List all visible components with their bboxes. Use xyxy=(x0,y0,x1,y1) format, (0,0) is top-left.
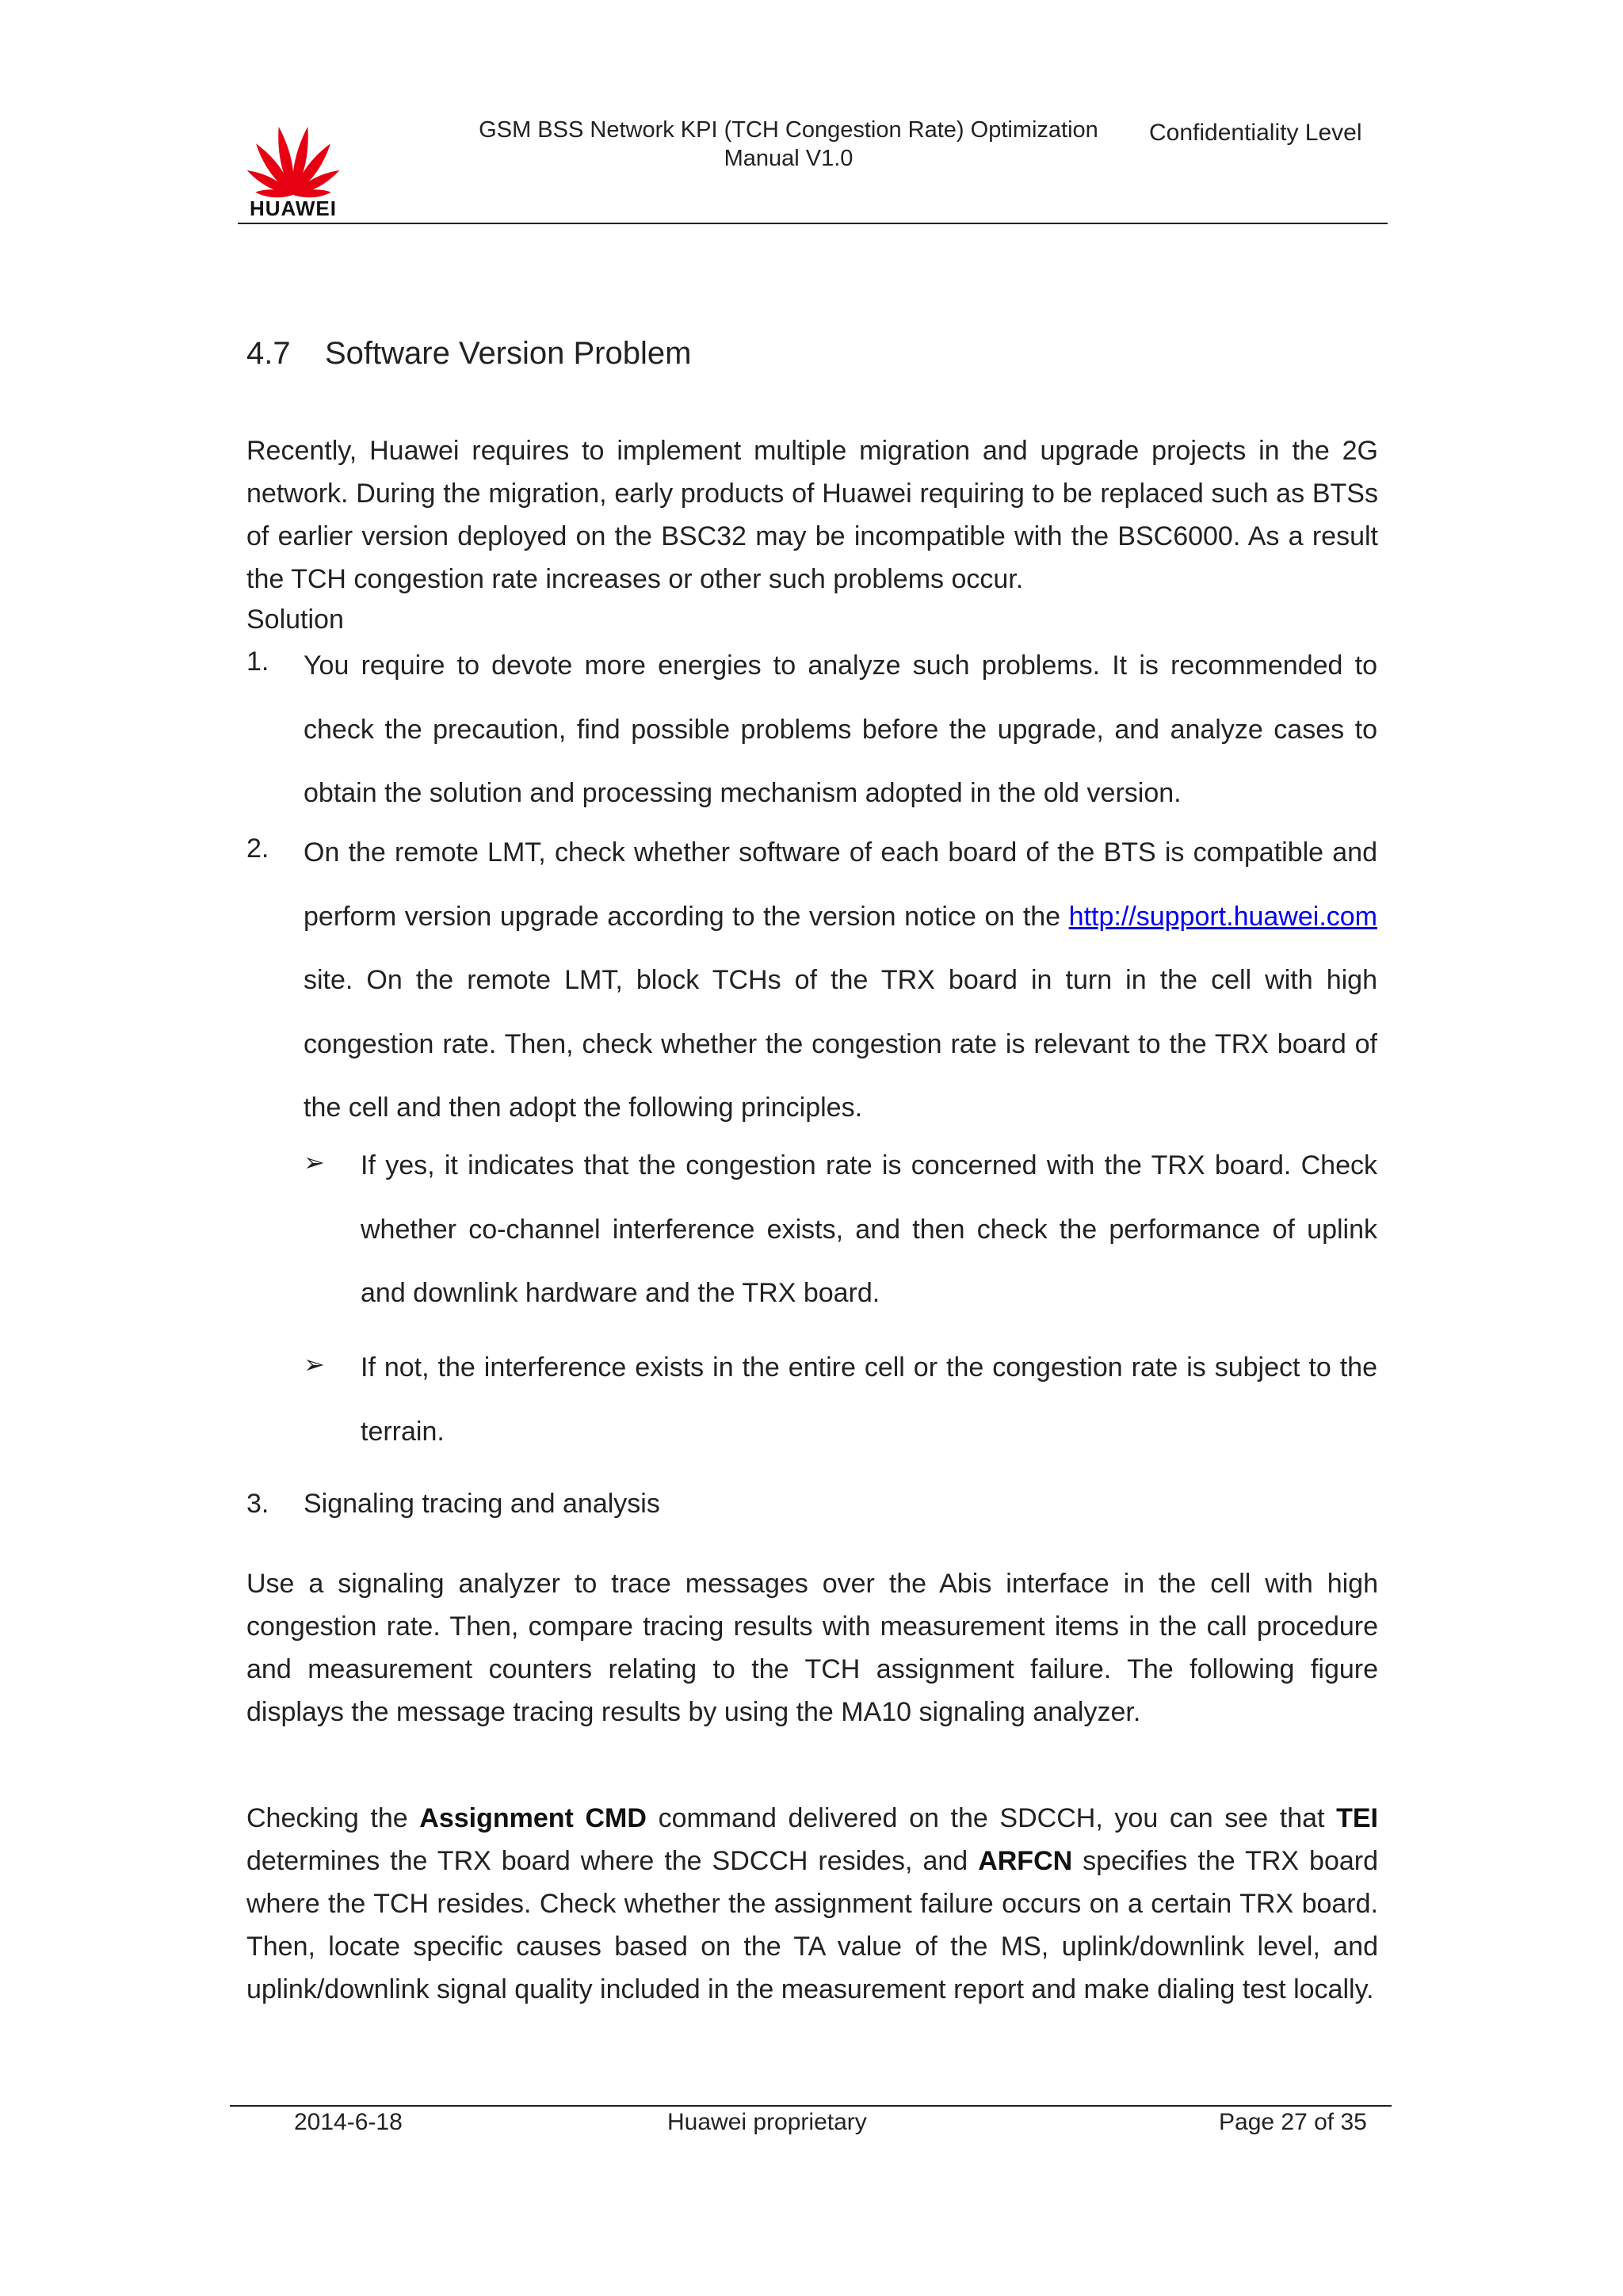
section-number: 4.7 xyxy=(246,336,291,371)
list-number-3: 3. xyxy=(246,1489,269,1519)
logo-wordmark: HUAWEI xyxy=(250,196,337,220)
footer-page-number: Page 27 of 35 xyxy=(1219,2109,1367,2135)
signaling-paragraph: Use a signaling analyzer to trace messages over the Abis interface in the cell with high congestion rate. Then, compare tracing results with measurement items in the call procedure and measurement counters relating to the TCH assignment failure. The following figure displays the message tracing results by using the MA10 signaling analyzer. xyxy=(246,1569,1378,1727)
assignment-paragraph xyxy=(246,1797,1378,2011)
footer-divider xyxy=(230,2105,1392,2107)
bullet-arrow-icon: ➢ xyxy=(304,1350,325,1379)
huawei-logo xyxy=(238,119,349,222)
section-title: Software Version Problem xyxy=(325,336,692,371)
list-item-3: Signaling tracing and analysis xyxy=(304,1489,660,1519)
assignment-text-1: Checking the xyxy=(246,1803,420,1833)
bullet-arrow-icon: ➢ xyxy=(304,1148,325,1177)
list-number-2: 2. xyxy=(246,833,269,864)
bullet-item-1: If yes, it indicates that the congestion rate is concerned with the TRX board. Check whether co-channel interference exists, and then check the performance of uplink and downlink hardware and the TRX board. xyxy=(361,1150,1377,1308)
assignment-text-4: specifies the TRX board where the TCH resides. Check whether the assignment failure occurs on a certain TRX board. Then, locate specific causes based on the TA value of the MS, uplink/downlink level, and uplink/downlink signal quality included in the measurement report and make dialing test locally. xyxy=(246,1846,1378,2004)
list-item-2-text-b: site. On the remote LMT, block TCHs of the TRX board in turn in the cell with high congestion rate. Then, check whether the congestion rate is relevant to the TRX board of the cell and then adopt the following principles. xyxy=(304,965,1377,1123)
document-title xyxy=(412,116,1165,173)
document-title-line1: GSM BSS Network KPI (TCH Congestion Rate) Optimization xyxy=(479,117,1098,143)
list-item-1: You require to devote more energies to analyze such problems. It is recommended to check the precaution, find possible problems before the upgrade, and analyze cases to obtain the solution and processing mechanism adopted in the old version. xyxy=(304,650,1377,808)
solution-label: Solution xyxy=(246,605,344,635)
confidentiality-label: Confidentiality Level xyxy=(1149,120,1362,146)
tei-term: TEI xyxy=(1336,1803,1379,1833)
huawei-petals-icon xyxy=(238,119,349,198)
assignment-cmd-term: Assignment CMD xyxy=(419,1803,647,1833)
intro-paragraph: Recently, Huawei requires to implement multiple migration and upgrade projects in the 2G network. During the migration, early products of Huawei requiring to be replaced such as BTSs of earlier version deployed on the BSC32 may be incompatible with the BSC6000. As a result the TCH congestion rate increases or other such problems occur. xyxy=(246,436,1378,594)
list-number-1: 1. xyxy=(246,646,269,677)
list-item-2-text-a: On the remote LMT, check whether software of each board of the BTS is compatible and perform version upgrade according to the version notice on the xyxy=(304,837,1377,932)
arfcn-term: ARFCN xyxy=(978,1846,1073,1876)
document-title-line2: Manual V1.0 xyxy=(724,146,854,171)
section-heading xyxy=(246,336,691,372)
footer-date: 2014-6-18 xyxy=(294,2109,403,2135)
assignment-text-3: determines the TRX board where the SDCCH resides, and xyxy=(246,1846,979,1876)
footer-proprietary: Huawei proprietary xyxy=(667,2109,867,2135)
support-link[interactable]: http://support.huawei.com xyxy=(1068,901,1377,932)
bullet-item-2: If not, the interference exists in the entire cell or the congestion rate is subject to the terrain. xyxy=(361,1352,1377,1447)
list-item-2 xyxy=(304,821,1377,1140)
assignment-text-2: command delivered on the SDCCH, you can see that xyxy=(646,1803,1337,1833)
header-divider xyxy=(238,223,1388,224)
